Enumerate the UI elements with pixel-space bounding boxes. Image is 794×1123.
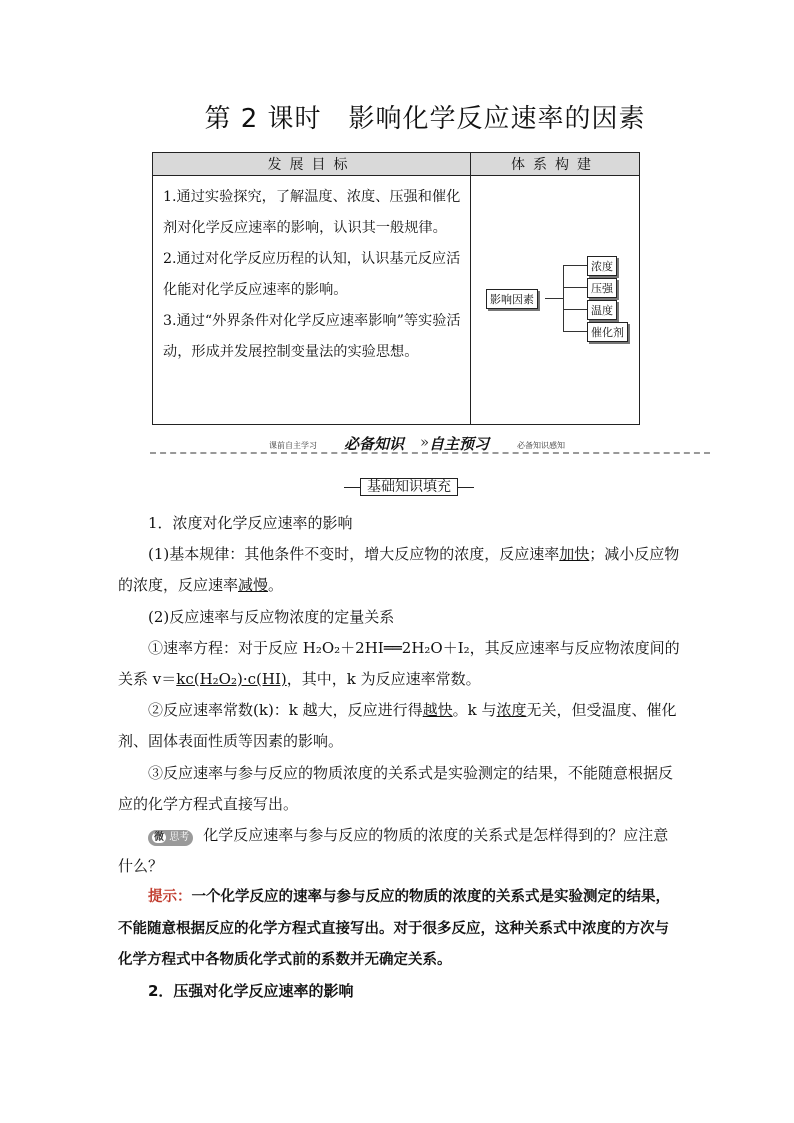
diagram-branch: 温度 [587,300,617,320]
connector [545,298,563,299]
goal-item: 3.通过“外界条件对化学反应速率影响”等实验活动，形成并发展控制变量法的实验思想。 [163,313,461,360]
section-banner [145,432,710,454]
banner-main-1: 必备知识 [344,435,405,453]
structure-header: 体系构建 [471,153,640,176]
paragraph: (1)基本规律：其他条件不变时，增大反应物的浓度，反应速率加快；减小反应物的浓度，反应速率减慢。 [118,545,680,595]
banner-right-label: 必备知识感知 [517,441,565,450]
diagram-branch: 浓度 [587,256,617,276]
hint-paragraph: 提示：一个化学反应的速率与参与反应的物质的浓度的关系式是实验测定的结果，不能随意根据反应的化学方程式直接写出。对于很多反应，这种关系式中浓度的方次与化学方程式中各物质化学式前的系数并无确定关系。 [118,889,670,968]
banner-left-label: 课前自主学习 [269,441,317,450]
goal-item: 1.通过实验探究，了解温度、浓度、压强和催化剂对化学反应速率的影响，认识其一般规律。 [163,189,461,236]
section-heading-1: 1．浓度对化学反应速率的影响 [148,514,353,532]
connector [563,287,587,288]
goal-item: 2.通过对化学反应历程的认知，认识基元反应活化能对化学反应速率的影响。 [163,251,461,298]
paragraph: (2)反应速率与反应物浓度的定量关系 [148,607,395,626]
page-title: 第 2 课时 影响化学反应速率的因素 [204,104,646,134]
paragraph: ①速率方程：对于反应 H₂O₂＋2HI══2H₂O＋I₂，其反应速率与反应物浓度间的关系 v＝kc(H₂O₂)·c(HI)，其中，k 为反应速率常数。 [118,638,680,689]
diagram-branch: 催化剂 [587,322,628,342]
connector [563,265,587,266]
content-body [118,508,680,1007]
goals-header: 发展目标 [153,153,471,176]
goals-table [152,152,640,425]
connector [563,265,564,331]
paragraph: ②反应速率常数(k)：k 越大，反应进行得越快。k 与浓度无关，但受温度、催化剂、固体表面性质等因素的影响。 [118,701,677,751]
section-heading-2: 2．压强对化学反应速率的影响 [148,982,354,1001]
connector [563,331,587,332]
structure-diagram [471,176,639,424]
divider [150,452,710,454]
banner-main-2: 自主预习 [429,435,490,453]
diagram-root: 影响因素 [486,289,538,309]
section-tag: 基础知识填充 [344,476,474,496]
goals-list [153,176,470,376]
think-icon: 微 思考 [148,830,193,846]
banner-arrow-icon: » [420,433,430,451]
think-question: 微 思考 化学反应速率与参与反应的物质的浓度的关系式是怎样得到的？应注意什么？ [118,826,669,876]
connector [563,309,587,310]
paragraph: ③反应速率与参与反应的物质浓度的关系式是实验测定的结果，不能随意根据反应的化学方程式直接写出。 [118,763,674,813]
diagram-branch: 压强 [587,278,617,298]
